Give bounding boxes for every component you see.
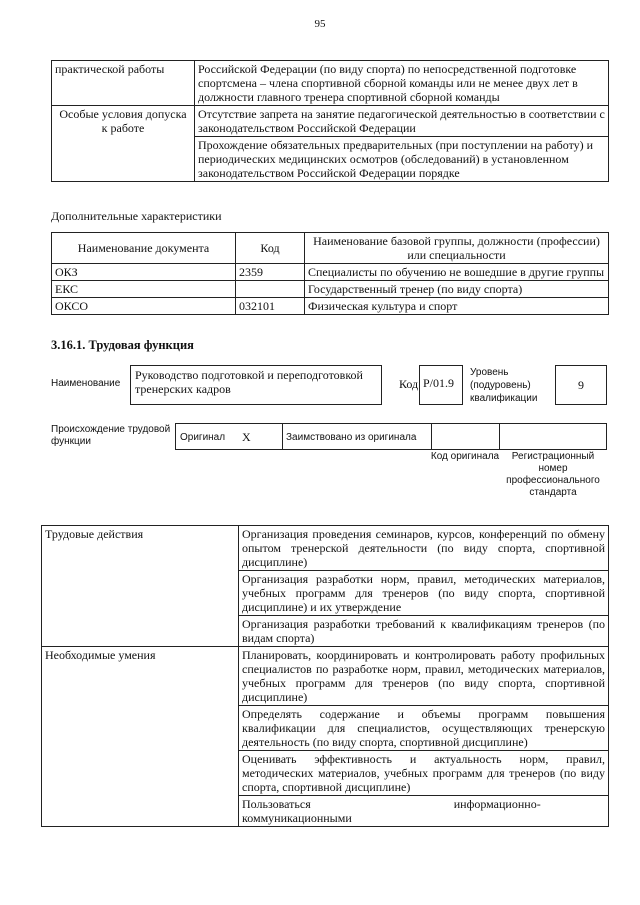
labor-actions-table <box>41 525 609 827</box>
table-row <box>42 647 609 706</box>
row-label: Трудовые действия <box>42 526 239 647</box>
section-title: 3.16.1. Трудовая функция <box>51 338 194 352</box>
original-mark: X <box>242 430 251 444</box>
list-item: Организация разработки норм, правил, методических материалов, учебных программ для тренеров (по виду спорта, спортивной дисциплине) и их утверждение <box>239 571 609 616</box>
table-header-row <box>52 233 609 264</box>
name-label: Наименование <box>51 378 121 389</box>
divider <box>431 424 432 449</box>
row-label: Необходимые умения <box>42 647 239 827</box>
table-row <box>52 298 609 315</box>
level-label: Уровень (подуровень) квалификации <box>470 367 538 404</box>
list-item: Оценивать эффективность и актуальность норм, правил, методических материалов, учебных программ для тренеров (по виду спорта, спортивной дисциплине) <box>239 751 609 796</box>
table-cell: Физическая культура и спорт <box>305 298 609 315</box>
table-row <box>52 61 609 106</box>
row-value: Прохождение обязательных предварительных (при поступлении на работу) и периодических медицинских осмотров (обследований) в установленном законодательством Российской Федерации порядке <box>195 137 609 182</box>
function-name-box: Руководство подготовкой и переподготовкой тренерских кадров <box>130 365 382 405</box>
row-label: практической работы <box>52 61 195 106</box>
row-value: Отсутствие запрета на занятие педагогической деятельностью в соответствии с законодательством Российской Федерации <box>195 106 609 137</box>
code-label: Код <box>399 377 419 391</box>
row-value: Российской Федерации (по виду спорта) по непосредственной подготовке спортсмена – члена спортивной сборной команды или не менее двух лет в должности главного тренера спортивной сборной команды <box>195 61 609 106</box>
list-item: Организация разработки требований к квалификациям тренеров (по видам спорта) <box>239 616 609 647</box>
column-header: Код <box>236 233 305 264</box>
table-cell: 2359 <box>236 264 305 281</box>
list-item <box>239 796 609 827</box>
list-item: Организация проведения семинаров, курсов, конференций по обмену опытом тренерской деятельности (по виду спорта, спортивной дисциплине) <box>239 526 609 571</box>
table-row <box>52 106 609 137</box>
column-header: Наименование базовой группы, должности (профессии) или специальности <box>305 233 609 264</box>
table-cell: ОКСО <box>52 298 236 315</box>
divider <box>282 424 283 449</box>
characteristics-table <box>51 232 609 315</box>
table-cell: 032101 <box>236 298 305 315</box>
origin-box <box>175 423 607 450</box>
qualification-level-box: 9 <box>555 365 607 405</box>
additional-characteristics-title: Дополнительные характеристики <box>51 209 222 223</box>
table-cell: Специалисты по обучению не вошедшие в другие группы <box>305 264 609 281</box>
original-label: Оригинал <box>180 432 226 443</box>
list-item: Определять содержание и объемы программ повышения квалификации для специалистов, осуществляющих тренерскую деятельность (по виду спорта, спортивной дисциплине) <box>239 706 609 751</box>
table-row <box>52 281 609 298</box>
table-row <box>42 526 609 571</box>
page-number: 95 <box>314 18 326 30</box>
divider <box>499 424 500 449</box>
qualification-requirements-table <box>51 60 609 182</box>
row-label: Особые условия допуска к работе <box>52 106 195 182</box>
origin-label: Происхождение трудовой функции <box>51 424 171 447</box>
borrowed-label: Заимствовано из оригинала <box>286 432 417 443</box>
table-cell: ЕКС <box>52 281 236 298</box>
list-item: Планировать, координировать и контролировать работу профильных специалистов по разработке норм, правил, методических материалов, учебных программ для тренеров (по виду спорта, спортивной дисциплине) <box>239 647 609 706</box>
registration-caption: Регистрационный номер профессионального стандарта <box>506 451 600 498</box>
code-original-caption: Код оригинала <box>430 451 500 462</box>
list-item-text: Пользоваться информационно-коммуникационными <box>242 797 541 825</box>
table-cell: Государственный тренер (по виду спорта) <box>305 281 609 298</box>
table-row <box>52 264 609 281</box>
table-cell: ОКЗ <box>52 264 236 281</box>
column-header: Наименование документа <box>52 233 236 264</box>
function-code-box: Р/01.9 <box>419 365 463 405</box>
table-cell <box>236 281 305 298</box>
